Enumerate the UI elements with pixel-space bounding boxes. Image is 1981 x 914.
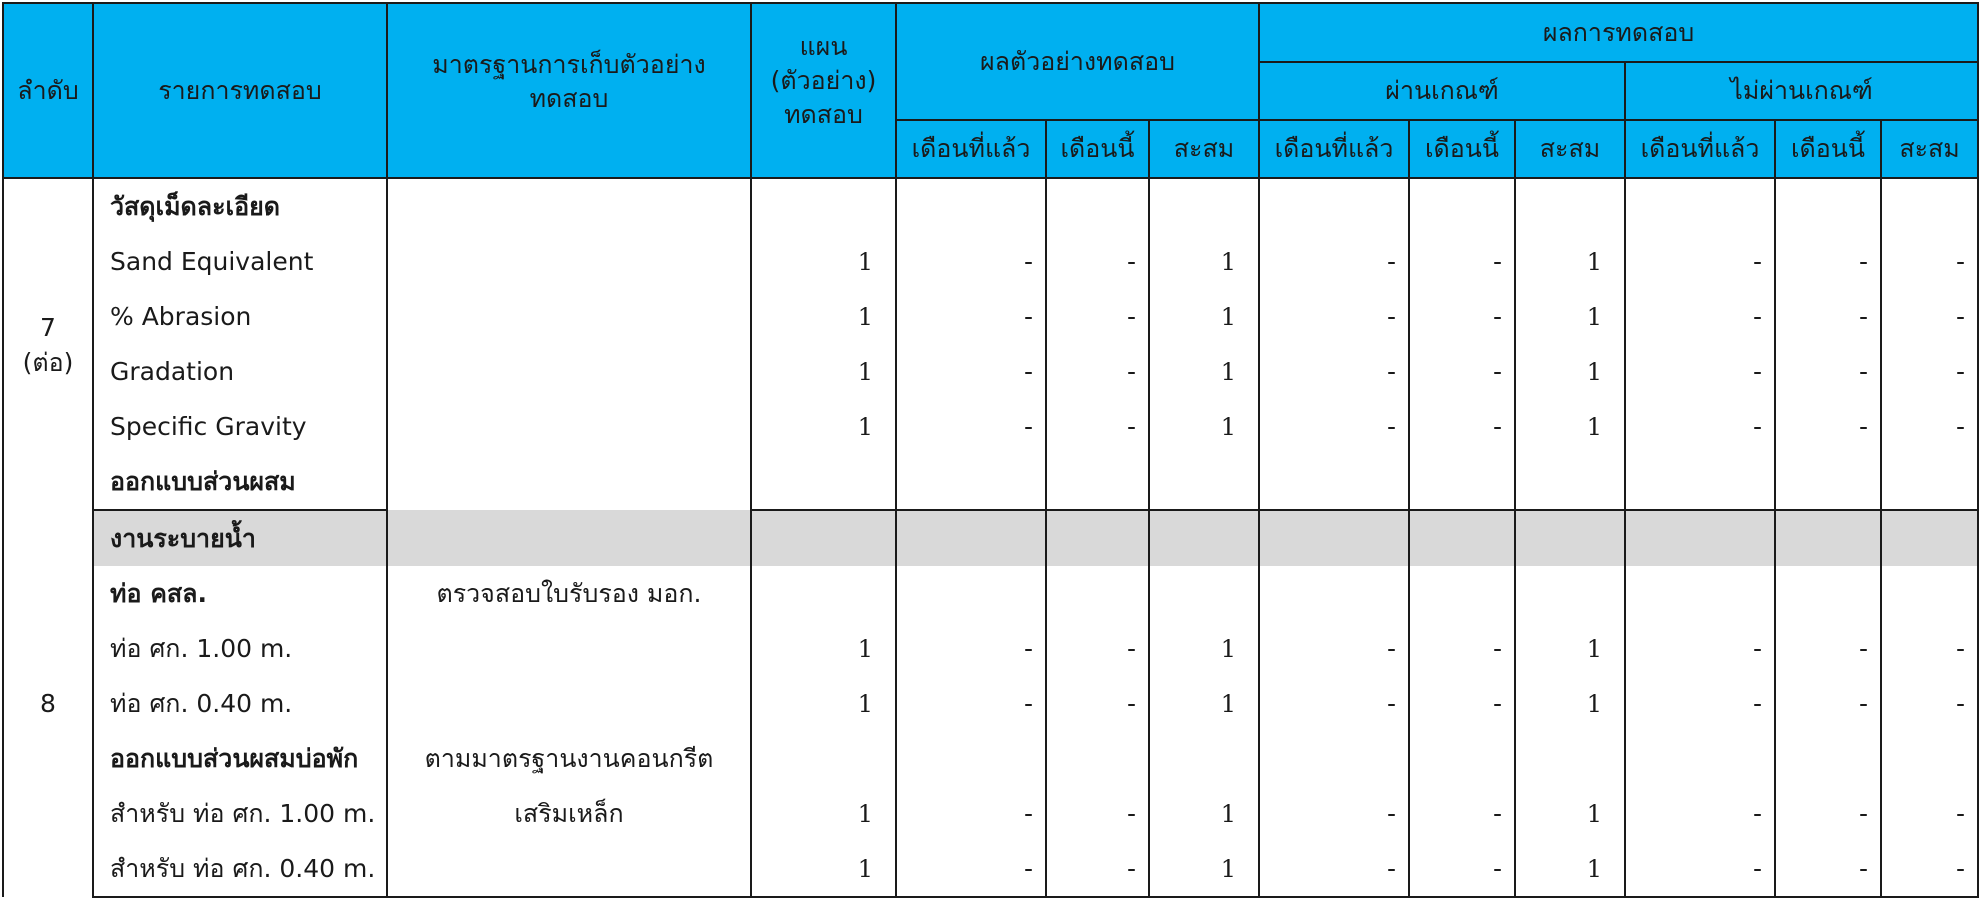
- cell-sample-last-month: -: [896, 786, 1046, 841]
- cell-pass-this-month: -: [1409, 289, 1515, 344]
- cell-fail-this-month: -: [1775, 399, 1881, 454]
- cell-plan: 1: [751, 621, 896, 676]
- cell-fail-cumulative: [1881, 178, 1978, 234]
- row-standard: ตามมาตรฐานงานคอนกรีต: [387, 731, 751, 786]
- table-row: [3, 510, 1978, 566]
- cell-sample-last-month: [896, 731, 1046, 786]
- cell-sample-this-month: [1046, 510, 1149, 566]
- header-test-results: ผลการทดสอบ: [1259, 3, 1978, 62]
- cell-pass-last-month: -: [1259, 234, 1409, 289]
- cell-fail-this-month: -: [1775, 234, 1881, 289]
- group7-seq-cell: [3, 178, 93, 510]
- cell-pass-this-month: [1409, 178, 1515, 234]
- cell-pass-last-month: [1259, 566, 1409, 621]
- cell-plan: 1: [751, 289, 896, 344]
- cell-pass-cumulative: [1515, 454, 1625, 510]
- cell-sample-cumulative: 1: [1149, 786, 1259, 841]
- header-plan: [751, 3, 896, 178]
- table-row: [3, 621, 1978, 676]
- cell-sample-this-month: [1046, 566, 1149, 621]
- cell-sample-last-month: [896, 178, 1046, 234]
- cell-sample-this-month: -: [1046, 399, 1149, 454]
- row-seq-number: 7: [40, 312, 56, 342]
- cell-plan: [751, 566, 896, 621]
- table-row: [3, 566, 1978, 621]
- header-sample-last-month: เดือนที่แล้ว: [896, 120, 1046, 178]
- cell-sample-cumulative: [1149, 454, 1259, 510]
- cell-plan: 1: [751, 676, 896, 731]
- cell-fail-last-month: -: [1625, 621, 1775, 676]
- cell-plan: 1: [751, 841, 896, 897]
- row-item: วัสดุเม็ดละเอียด: [93, 178, 387, 234]
- cell-sample-last-month: [896, 566, 1046, 621]
- cell-plan: [751, 454, 896, 510]
- cell-fail-this-month: -: [1775, 786, 1881, 841]
- cell-sample-cumulative: 1: [1149, 234, 1259, 289]
- cell-fail-this-month: -: [1775, 344, 1881, 399]
- cell-pass-this-month: -: [1409, 344, 1515, 399]
- header-plan-line1: แผน: [799, 32, 848, 61]
- cell-sample-this-month: -: [1046, 841, 1149, 897]
- header-pass-last-month: เดือนที่แล้ว: [1259, 120, 1409, 178]
- row-standard: [387, 178, 751, 510]
- cell-sample-last-month: -: [896, 344, 1046, 399]
- cell-plan: 1: [751, 234, 896, 289]
- row-item: ท่อ คสล.: [93, 566, 387, 621]
- cell-pass-cumulative: [1515, 731, 1625, 786]
- cell-plan: 1: [751, 344, 896, 399]
- cell-fail-last-month: -: [1625, 676, 1775, 731]
- row-item: ท่อ ศก. 0.40 m.: [93, 676, 387, 731]
- cell-sample-last-month: [896, 454, 1046, 510]
- cell-sample-cumulative: 1: [1149, 399, 1259, 454]
- header-fail-last-month: เดือนที่แล้ว: [1625, 120, 1775, 178]
- cell-sample-last-month: -: [896, 621, 1046, 676]
- cell-sample-this-month: -: [1046, 676, 1149, 731]
- row-item: สำหรับ ท่อ ศก. 0.40 m.: [93, 841, 387, 897]
- cell-pass-last-month: [1259, 731, 1409, 786]
- table-row: [3, 234, 1978, 289]
- cell-fail-cumulative: -: [1881, 289, 1978, 344]
- cell-plan: 1: [751, 399, 896, 454]
- cell-plan: [751, 510, 896, 566]
- header-standard-line2: ทดสอบ: [529, 83, 609, 113]
- header-pass: ผ่านเกณฑ์: [1259, 62, 1625, 120]
- table-row: [3, 454, 1978, 510]
- header-plan-line3: ทดสอบ: [784, 99, 863, 129]
- cell-pass-this-month: [1409, 510, 1515, 566]
- cell-pass-this-month: [1409, 454, 1515, 510]
- header-pass-cumulative: สะสม: [1515, 120, 1625, 178]
- cell-sample-cumulative: [1149, 731, 1259, 786]
- cell-sample-this-month: -: [1046, 234, 1149, 289]
- cell-sample-cumulative: 1: [1149, 841, 1259, 897]
- cell-fail-this-month: [1775, 731, 1881, 786]
- header-sample-this-month: เดือนนี้: [1046, 120, 1149, 178]
- cell-fail-cumulative: [1881, 731, 1978, 786]
- cell-pass-this-month: -: [1409, 399, 1515, 454]
- row-standard: [387, 621, 751, 676]
- cell-pass-cumulative: [1515, 510, 1625, 566]
- cell-pass-cumulative: 1: [1515, 399, 1625, 454]
- cell-pass-last-month: [1259, 178, 1409, 234]
- table-row: [3, 841, 1978, 897]
- header-sample-results: ผลตัวอย่างทดสอบ: [896, 3, 1259, 120]
- test-summary-document: [2, 2, 1977, 900]
- header-fail-cumulative: สะสม: [1881, 120, 1978, 178]
- cell-fail-this-month: -: [1775, 676, 1881, 731]
- cell-fail-this-month: [1775, 566, 1881, 621]
- cell-fail-cumulative: -: [1881, 786, 1978, 841]
- cell-fail-this-month: [1775, 454, 1881, 510]
- cell-fail-cumulative: -: [1881, 344, 1978, 399]
- header-fail-this-month: เดือนนี้: [1775, 120, 1881, 178]
- cell-pass-cumulative: 1: [1515, 786, 1625, 841]
- cell-fail-last-month: [1625, 178, 1775, 234]
- cell-plan: [751, 178, 896, 234]
- cell-fail-this-month: [1775, 178, 1881, 234]
- table-row: [3, 676, 1978, 731]
- table-row: [3, 399, 1978, 454]
- row-item: Sand Equivalent: [93, 234, 387, 289]
- cell-fail-this-month: -: [1775, 621, 1881, 676]
- cell-fail-last-month: [1625, 731, 1775, 786]
- cell-pass-last-month: -: [1259, 621, 1409, 676]
- cell-pass-cumulative: 1: [1515, 676, 1625, 731]
- row-seq-number: 8: [40, 689, 56, 718]
- cell-fail-last-month: -: [1625, 234, 1775, 289]
- cell-sample-cumulative: [1149, 178, 1259, 234]
- group8-seq-cell: [3, 510, 93, 897]
- cell-fail-last-month: -: [1625, 841, 1775, 897]
- cell-fail-this-month: -: [1775, 289, 1881, 344]
- header-standard-line1: มาตรฐานการเก็บตัวอย่าง: [432, 50, 706, 79]
- row-seq-note: (ต่อ): [22, 347, 74, 377]
- cell-sample-this-month: [1046, 454, 1149, 510]
- cell-pass-last-month: -: [1259, 841, 1409, 897]
- header-pass-this-month: เดือนนี้: [1409, 120, 1515, 178]
- cell-pass-this-month: -: [1409, 621, 1515, 676]
- cell-pass-cumulative: 1: [1515, 289, 1625, 344]
- cell-pass-this-month: -: [1409, 234, 1515, 289]
- row-item: สำหรับ ท่อ ศก. 1.00 m.: [93, 786, 387, 841]
- cell-sample-last-month: [896, 510, 1046, 566]
- header-seq: ลำดับ: [3, 3, 93, 178]
- cell-pass-this-month: -: [1409, 841, 1515, 897]
- cell-pass-last-month: -: [1259, 289, 1409, 344]
- cell-fail-cumulative: -: [1881, 841, 1978, 897]
- cell-fail-cumulative: [1881, 566, 1978, 621]
- cell-sample-cumulative: 1: [1149, 344, 1259, 399]
- cell-sample-cumulative: 1: [1149, 289, 1259, 344]
- cell-pass-this-month: [1409, 566, 1515, 621]
- cell-sample-this-month: -: [1046, 344, 1149, 399]
- header-sample-cumulative: สะสม: [1149, 120, 1259, 178]
- table-body: [3, 178, 1978, 897]
- row-item: ออกแบบส่วนผสมบ่อพัก: [93, 731, 387, 786]
- cell-pass-last-month: -: [1259, 786, 1409, 841]
- cell-fail-this-month: [1775, 510, 1881, 566]
- header-plan-line2: (ตัวอย่าง): [770, 65, 877, 95]
- cell-fail-cumulative: -: [1881, 621, 1978, 676]
- cell-sample-this-month: -: [1046, 786, 1149, 841]
- table-row: [3, 786, 1978, 841]
- cell-sample-cumulative: 1: [1149, 621, 1259, 676]
- table-row: [3, 178, 1978, 234]
- row-standard: เสริมเหล็ก: [387, 786, 751, 841]
- cell-fail-this-month: -: [1775, 841, 1881, 897]
- cell-fail-last-month: [1625, 566, 1775, 621]
- table-header: [3, 3, 1978, 178]
- row-item: ท่อ ศก. 1.00 m.: [93, 621, 387, 676]
- table-row: [3, 344, 1978, 399]
- header-standard: [387, 3, 751, 178]
- cell-fail-last-month: -: [1625, 399, 1775, 454]
- cell-pass-cumulative: [1515, 566, 1625, 621]
- cell-sample-last-month: -: [896, 234, 1046, 289]
- cell-pass-cumulative: 1: [1515, 841, 1625, 897]
- cell-sample-cumulative: [1149, 566, 1259, 621]
- cell-pass-last-month: -: [1259, 399, 1409, 454]
- row-standard: ตรวจสอบใบรับรอง มอก.: [387, 566, 751, 621]
- cell-sample-last-month: -: [896, 676, 1046, 731]
- header-fail: ไม่ผ่านเกณฑ์: [1625, 62, 1978, 120]
- cell-pass-last-month: -: [1259, 676, 1409, 731]
- row-item: งานระบายน้ำ: [93, 510, 387, 566]
- test-results-table: [2, 2, 1979, 898]
- cell-fail-last-month: [1625, 454, 1775, 510]
- cell-pass-this-month: -: [1409, 786, 1515, 841]
- row-item: Specific Gravity: [93, 399, 387, 454]
- table-row: [3, 289, 1978, 344]
- cell-fail-cumulative: [1881, 510, 1978, 566]
- cell-fail-last-month: -: [1625, 786, 1775, 841]
- row-item: Gradation: [93, 344, 387, 399]
- cell-sample-this-month: -: [1046, 621, 1149, 676]
- cell-plan: 1: [751, 786, 896, 841]
- cell-sample-this-month: [1046, 178, 1149, 234]
- cell-sample-this-month: [1046, 731, 1149, 786]
- header-item: รายการทดสอบ: [93, 3, 387, 178]
- cell-sample-cumulative: 1: [1149, 676, 1259, 731]
- cell-sample-cumulative: [1149, 510, 1259, 566]
- row-standard: [387, 676, 751, 731]
- cell-fail-cumulative: [1881, 454, 1978, 510]
- cell-sample-last-month: -: [896, 841, 1046, 897]
- cell-sample-last-month: -: [896, 289, 1046, 344]
- cell-sample-this-month: -: [1046, 289, 1149, 344]
- cell-plan: [751, 731, 896, 786]
- cell-fail-last-month: -: [1625, 289, 1775, 344]
- cell-sample-last-month: -: [896, 399, 1046, 454]
- cell-fail-last-month: -: [1625, 344, 1775, 399]
- cell-pass-cumulative: 1: [1515, 344, 1625, 399]
- cell-pass-last-month: [1259, 454, 1409, 510]
- row-standard: [387, 510, 751, 566]
- row-item: % Abrasion: [93, 289, 387, 344]
- cell-pass-this-month: -: [1409, 676, 1515, 731]
- row-standard: [387, 841, 751, 897]
- cell-fail-cumulative: -: [1881, 234, 1978, 289]
- cell-pass-cumulative: [1515, 178, 1625, 234]
- cell-pass-cumulative: 1: [1515, 234, 1625, 289]
- cell-pass-last-month: -: [1259, 344, 1409, 399]
- table-row: [3, 731, 1978, 786]
- cell-pass-cumulative: 1: [1515, 621, 1625, 676]
- cell-fail-cumulative: -: [1881, 399, 1978, 454]
- cell-pass-last-month: [1259, 510, 1409, 566]
- cell-fail-last-month: [1625, 510, 1775, 566]
- cell-pass-this-month: [1409, 731, 1515, 786]
- row-item: ออกแบบส่วนผสม: [93, 454, 387, 510]
- cell-fail-cumulative: -: [1881, 676, 1978, 731]
